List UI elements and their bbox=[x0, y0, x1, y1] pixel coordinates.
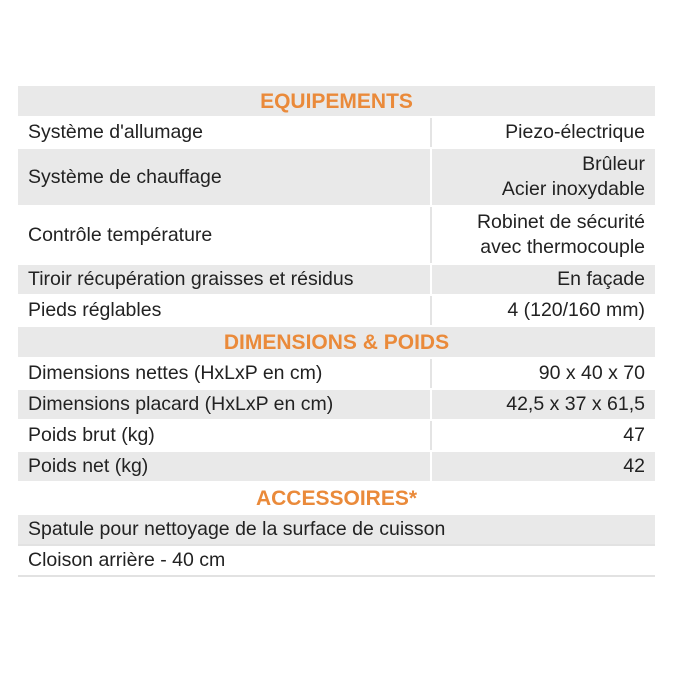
table-row bbox=[18, 545, 655, 576]
section-title-equipements: EQUIPEMENTS bbox=[18, 85, 655, 117]
row-value: Piezo-électrique bbox=[431, 117, 655, 148]
row-value-line: Acier inoxydable bbox=[501, 178, 645, 200]
row-value-line: avec thermocouple bbox=[480, 236, 645, 258]
row-value: 42,5 x 37 x 61,5 bbox=[431, 389, 655, 420]
cropped-footnote bbox=[18, 606, 318, 610]
table-row bbox=[18, 358, 655, 389]
row-label: Système de chauffage bbox=[18, 148, 431, 206]
section-title-dimensions: DIMENSIONS & POIDS bbox=[18, 326, 655, 358]
table-row bbox=[18, 148, 655, 206]
table-row bbox=[18, 389, 655, 420]
row-label: Dimensions nettes (HxLxP en cm) bbox=[18, 358, 431, 389]
row-label: Tiroir récupération graisses et résidus bbox=[18, 264, 431, 295]
row-value: 4 (120/160 mm) bbox=[431, 295, 655, 326]
section-header-equipements bbox=[18, 85, 655, 117]
table-row bbox=[18, 451, 655, 482]
row-value: 47 bbox=[431, 420, 655, 451]
row-label: Cloison arrière - 40 cm bbox=[18, 545, 655, 576]
section-header-dimensions bbox=[18, 326, 655, 358]
table-row bbox=[18, 295, 655, 326]
table-row bbox=[18, 514, 655, 545]
table-row bbox=[18, 117, 655, 148]
table-row bbox=[18, 420, 655, 451]
row-label: Poids brut (kg) bbox=[18, 420, 431, 451]
section-header-accessoires bbox=[18, 482, 655, 514]
spec-table bbox=[18, 84, 655, 577]
row-label: Contrôle température bbox=[18, 206, 431, 264]
row-label: Spatule pour nettoyage de la surface de cuisson bbox=[18, 514, 655, 545]
row-value-line: Robinet de sécurité bbox=[476, 211, 645, 233]
row-label: Poids net (kg) bbox=[18, 451, 431, 482]
row-value-line: Brûleur bbox=[582, 153, 645, 175]
table-row bbox=[18, 206, 655, 264]
row-label: Système d'allumage bbox=[18, 117, 431, 148]
row-label: Pieds réglables bbox=[18, 295, 431, 326]
row-value bbox=[431, 148, 655, 206]
row-value: En façade bbox=[431, 264, 655, 295]
row-label: Dimensions placard (HxLxP en cm) bbox=[18, 389, 431, 420]
section-title-accessoires: ACCESSOIRES* bbox=[18, 482, 655, 514]
row-value: 90 x 40 x 70 bbox=[431, 358, 655, 389]
table-row bbox=[18, 264, 655, 295]
row-value: 42 bbox=[431, 451, 655, 482]
row-value bbox=[431, 206, 655, 264]
